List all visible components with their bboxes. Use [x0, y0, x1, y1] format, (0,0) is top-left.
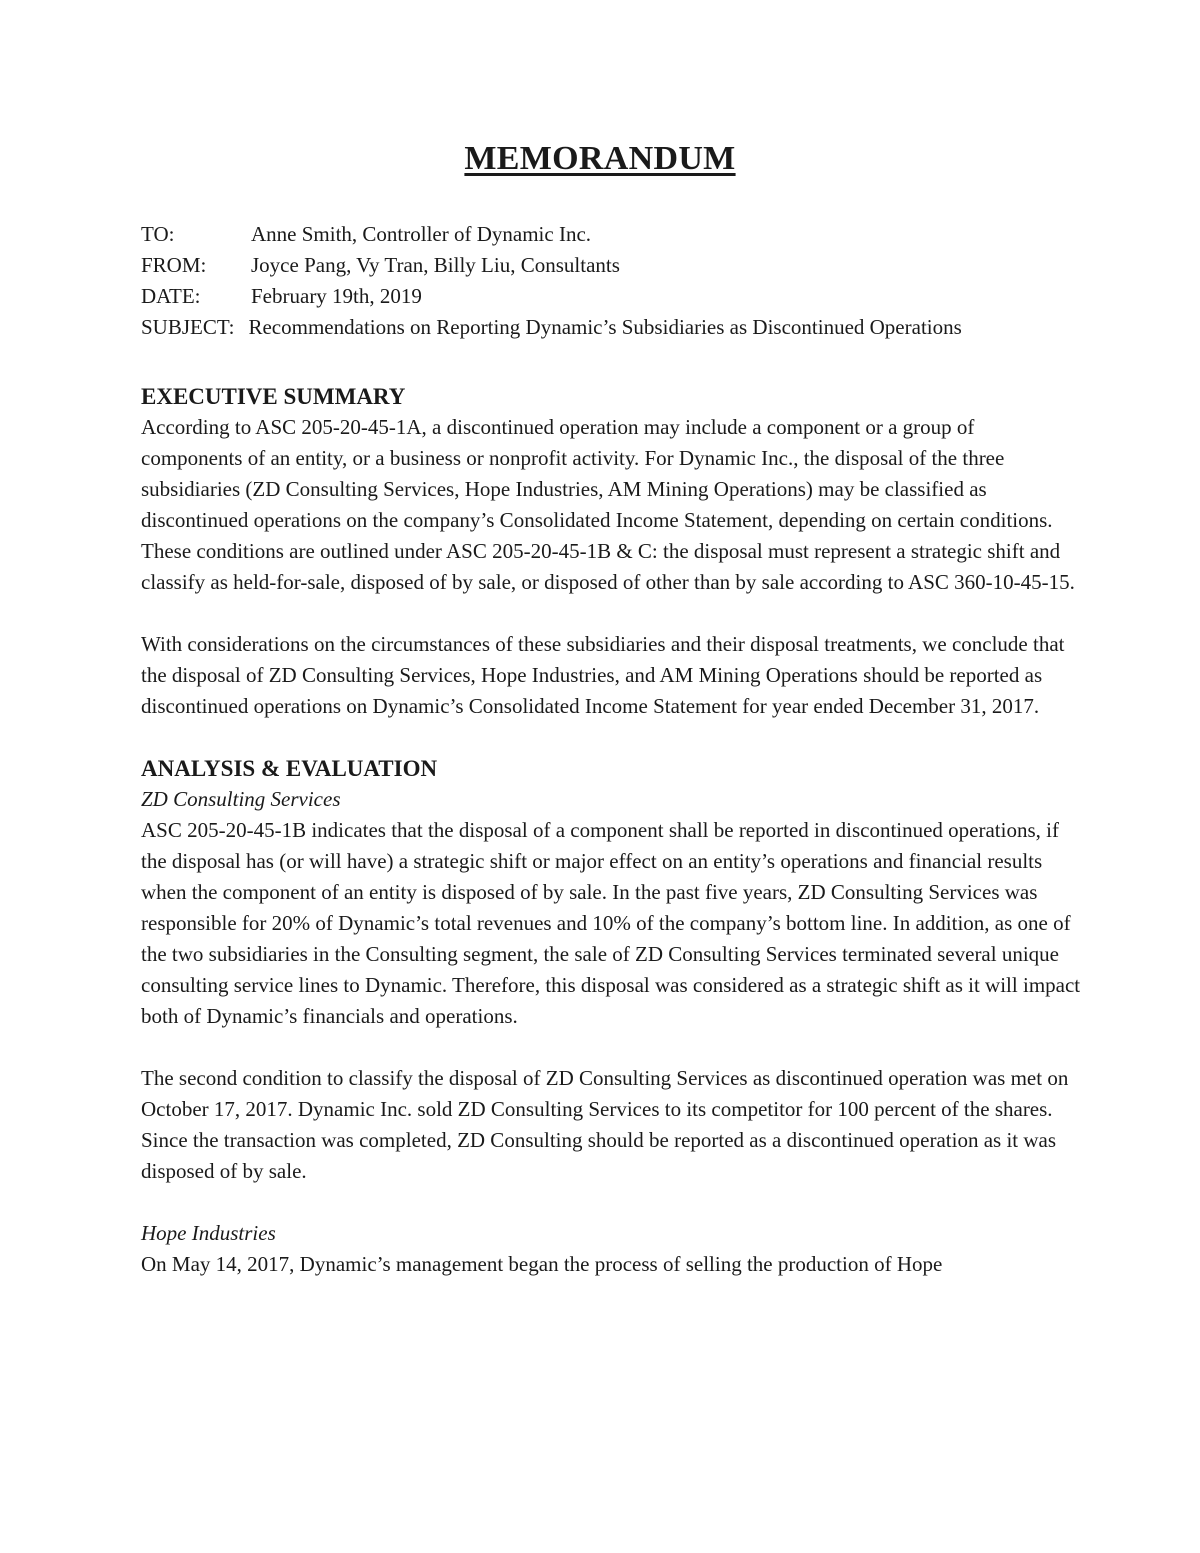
subject-row: [141, 312, 1081, 343]
subject-label: SUBJECT:: [141, 315, 235, 339]
subject-value: Recommendations on Reporting Dynamic’s Subsidiaries as Discontinued Operations: [248, 315, 962, 339]
paragraph-gap: [141, 1032, 1081, 1063]
hope-paragraph-1: On May 14, 2017, Dynamic’s management began the process of selling the production of Hope: [141, 1252, 943, 1276]
memo-title: MEMORANDUM: [464, 140, 736, 177]
to-row: [141, 219, 1081, 250]
zd-subheading: ZD Consulting Services: [141, 787, 341, 811]
executive-summary-paragraph-2: With considerations on the circumstances of these subsidiaries and their disposal treatments, we conclude that the disposal of ZD Consulting Services, Hope Industries, and AM Mining Operations should be reported as discontinued operations on Dynamic’s Consolidated Income Statement for year ended December 31, 2017.: [141, 632, 1065, 718]
to-label: TO:: [141, 222, 175, 246]
date-label: DATE:: [141, 284, 201, 308]
executive-summary-heading: EXECUTIVE SUMMARY: [141, 384, 406, 409]
hope-subheading: Hope Industries: [141, 1221, 276, 1245]
from-value: Joyce Pang, Vy Tran, Billy Liu, Consultants: [251, 253, 620, 277]
executive-summary-paragraph-1: According to ASC 205-20-45-1A, a discontinued operation may include a component or a group of components of an entity, or a business or nonprofit activity. For Dynamic Inc., the disposal of the three subsidiaries (ZD Consulting Services, Hope Industries, AM Mining Operations) may be classified as discontinued operations on the company’s Consolidated Income Statement, depending on certain conditions. These conditions are outlined under ASC 205-20-45-1B & C: the disposal must represent a strategic shift and classify as held-for-sale, disposed of by sale, or disposed of other than by sale according to ASC 360-10-45-15.: [141, 415, 1075, 594]
zd-paragraph-2: The second condition to classify the disposal of ZD Consulting Services as discontinued operation was met on October 17, 2017. Dynamic Inc. sold ZD Consulting Services to its competitor for 100 percent of the shares. Since the transaction was completed, ZD Consulting should be reported as a discontinued operation as it was disposed of by sale.: [141, 1066, 1069, 1183]
analysis-heading: ANALYSIS & EVALUATION: [141, 756, 438, 781]
from-label: FROM:: [141, 253, 207, 277]
zd-paragraph-1: ASC 205-20-45-1B indicates that the disposal of a component shall be reported in discontinued operations, if the disposal has (or will have) a strategic shift or major effect on an entity’s operations and financial results when the component of an entity is disposed of by sale. In the past five years, ZD Consulting Services was responsible for 20% of Dynamic’s total revenues and 10% of the company’s bottom line. In addition, as one of the two subsidiaries in the Consulting segment, the sale of ZD Consulting Services terminated several unique consulting service lines to Dynamic. Therefore, this disposal was considered as a strategic shift as it will impact both of Dynamic’s financials and operations.: [141, 818, 1081, 1028]
memo-body: [141, 219, 1081, 1280]
from-row: [141, 250, 1081, 281]
to-value: Anne Smith, Controller of Dynamic Inc.: [251, 222, 592, 246]
date-value: February 19th, 2019: [251, 284, 422, 308]
paragraph-gap: [141, 598, 1081, 629]
date-row: [141, 281, 1081, 312]
